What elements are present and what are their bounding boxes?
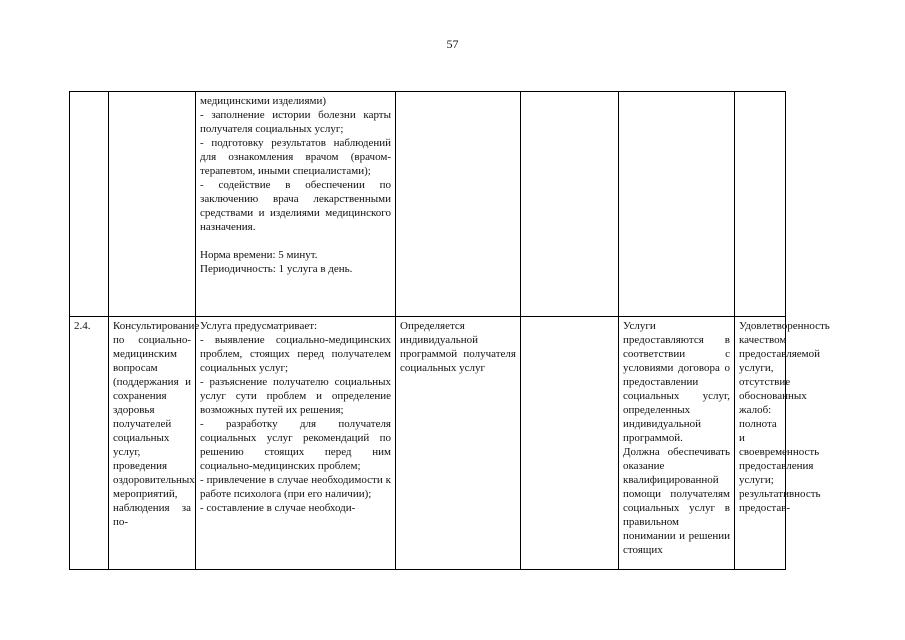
service-quality-cell [735, 92, 786, 317]
service-name-cell [109, 92, 196, 317]
service-description-cell: медицинскими изделиями) - заполнение истории болезни карты получателя социальных услуг; - подготовку результатов наблюдений для ознакомления врачом (врачом-терапевтом, иными специалистами); - содействие в обеспечении по заключению врача лекарственными средствами и изделиями медицинского назначения. Норма времени: 5 минут. Периодичность: 1 услуга в день. [196, 92, 396, 317]
service-volume-cell [396, 92, 521, 317]
row-number-cell: 2.4. [70, 317, 109, 570]
service-quality-cell: Удовлетворенность качеством предоставляемой услуги, отсутствие обоснованных жалоб: полнота и своевременность предоставления услуги; результативность предостав- [735, 317, 786, 570]
empty-cell [521, 92, 619, 317]
service-conditions-cell: Услуги предоставляются в соответствии с условиями договора о предоставлении социальных услуг, определенных индивидуальной программой. Должна обеспечивать оказание квалифицированной помощи получателям социальных услуг в правильном понимании и решении стоящих [619, 317, 735, 570]
service-name-cell: Консультирование по социально-медицинским вопросам (поддержания и сохранения здоровья получателей социальных услуг, проведения оздоровительных мероприятий, наблюдения за по- [109, 317, 196, 570]
service-conditions-cell [619, 92, 735, 317]
page-number: 57 [446, 37, 459, 51]
empty-cell [521, 317, 619, 570]
table-row [70, 92, 786, 317]
row-number-cell [70, 92, 109, 317]
service-volume-cell: Определяется индивидуальной программой получателя социальных услуг [396, 317, 521, 570]
services-table [69, 91, 830, 570]
table-row [70, 317, 786, 570]
service-description-cell: Услуга предусматривает: - выявление социально-медицинских проблем, стоящих перед получателем социальных услуг; - разъяснение получателю социальных услуг сути проблем и определение возможных путей их решения; - разработку для получателя социальных услуг рекомендаций по решению стоящих перед ним социально-медицинских проблем; - привлечение в случае необходимости к работе психолога (при его наличии); - составление в случае необходи- [196, 317, 396, 570]
